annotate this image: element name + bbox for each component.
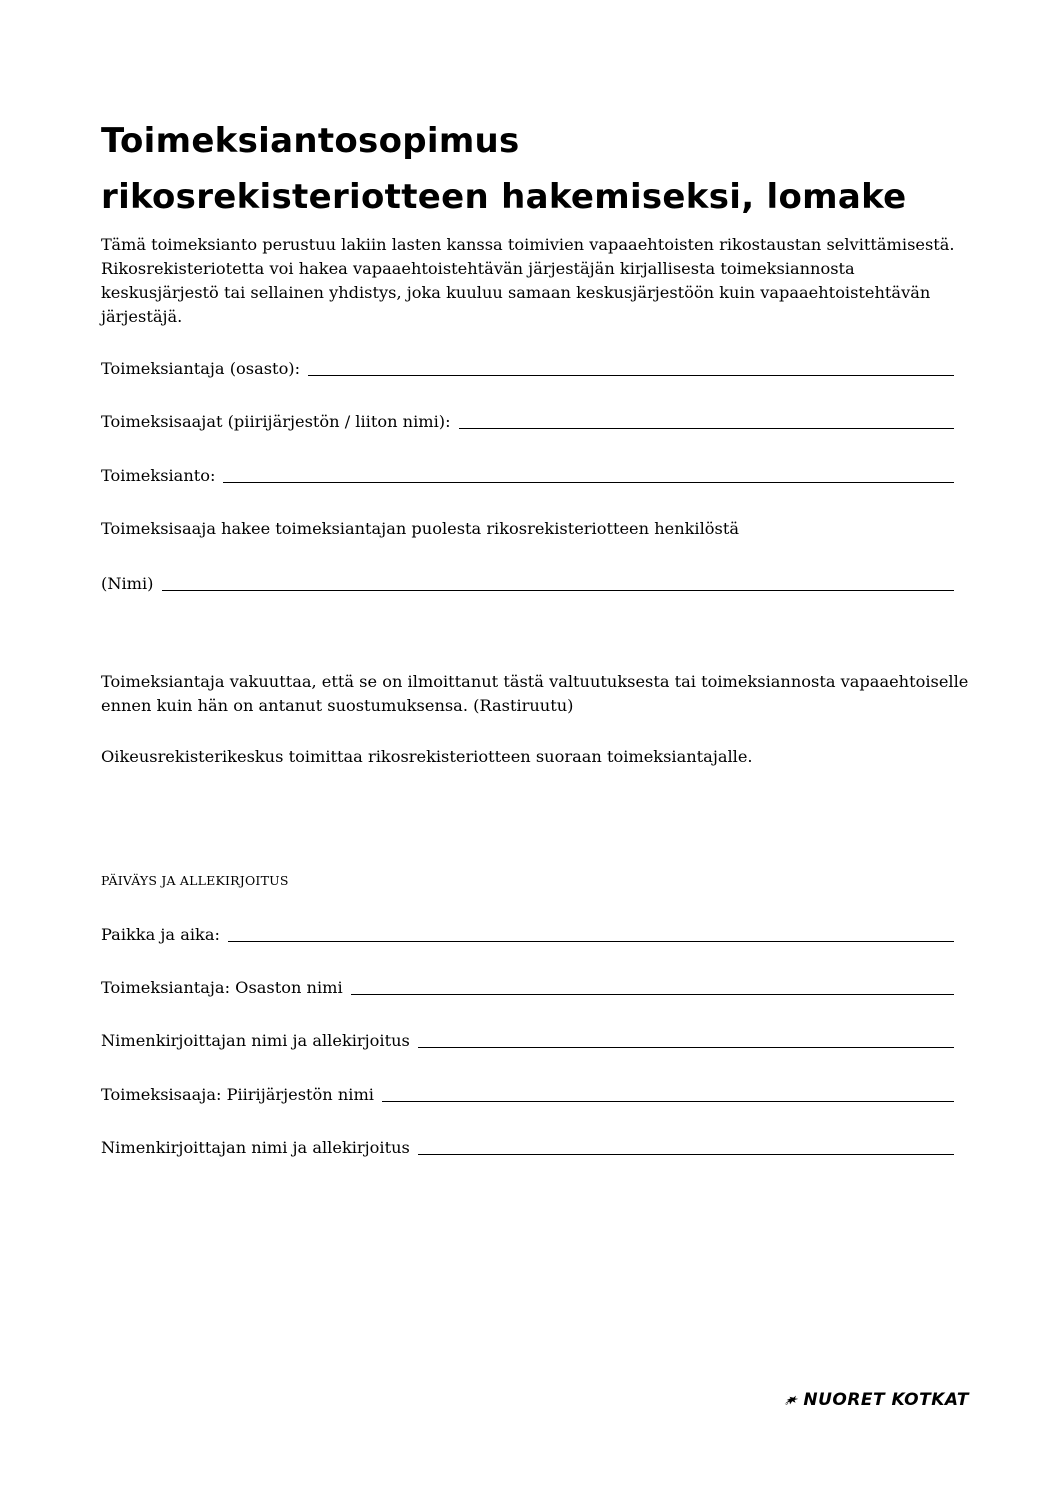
signer2-label: Nimenkirjoittajan nimi ja allekirjoitus (101, 1138, 410, 1157)
assignment-input-line[interactable] (223, 482, 954, 483)
eagle-logo-icon (784, 1380, 799, 1420)
request-text: Toimeksisaaja hakee toimeksiantajan puolesta rikosrekisteriotteen henkilöstä (101, 519, 739, 538)
name-field[interactable] (101, 569, 954, 595)
agent-name-label: Toimeksisaaja: Piirijärjestön nimi (101, 1085, 374, 1104)
signer1-label: Nimenkirjoittajan nimi ja allekirjoitus (101, 1031, 410, 1050)
assurance-text: Toimeksiantaja vakuuttaa, että se on ilmoittanut tästä valtuutuksesta tai toimeksiannosta vapaaehtoiselle ennen kuin hän on antanut suostumuksensa. (Rastiruutu) (101, 672, 969, 715)
title-line-2: rikosrekisteriotteen hakemiseksi, lomake (101, 177, 907, 217)
place-date-field[interactable] (101, 920, 954, 946)
mandator-name-field[interactable] (101, 973, 954, 999)
signer1-field[interactable] (101, 1026, 954, 1052)
name-input-line[interactable] (162, 590, 955, 591)
signer2-input-line[interactable] (418, 1154, 954, 1155)
logo-wordmark: NUORET KOTKAT (803, 1390, 969, 1410)
place-date-label: Paikka ja aika: (101, 925, 220, 944)
agent-input-line[interactable] (459, 428, 954, 429)
delivery-text: Oikeusrekisterikeskus toimittaa rikosrekisteriotteen suoraan toimeksiantajalle. (101, 747, 753, 766)
agent-name-input-line[interactable] (382, 1101, 954, 1102)
signer1-input-line[interactable] (418, 1047, 954, 1048)
assignment-label: Toimeksianto: (101, 466, 216, 485)
nuoret-kotkat-logo (784, 1380, 969, 1420)
signature-section-heading: PÄIVÄYS JA ALLEKIRJOITUS (101, 873, 289, 888)
intro-paragraph: Tämä toimeksianto perustuu lakiin lasten kanssa toimivien vapaaehtoisten rikostaustan selvittämisestä. Rikosrekisteriotetta voi hakea vapaaehtoistehtävän järjestäjän kirjallisesta toimeksiannosta keskusjärjestö tai sellainen yhdistys, joka kuuluu samaan keskusjärjestöön kuin vapaaehtoistehtävän järjestäjä. (101, 235, 955, 326)
signer2-field[interactable] (101, 1133, 954, 1159)
name-label: (Nimi) (101, 574, 154, 593)
assignment-field[interactable] (101, 461, 954, 487)
mandator-input-line[interactable] (308, 375, 954, 376)
agent-label: Toimeksisaajat (piirijärjestön / liiton nimi): (101, 412, 451, 431)
agent-field[interactable] (101, 407, 954, 433)
page-title (101, 113, 981, 225)
agent-name-field[interactable] (101, 1080, 954, 1106)
mandator-field[interactable] (101, 354, 954, 380)
mandator-label: Toimeksiantaja (osasto): (101, 359, 301, 378)
title-line-1: Toimeksiantosopimus (101, 121, 520, 161)
mandator-name-label: Toimeksiantaja: Osaston nimi (101, 978, 343, 997)
mandator-name-input-line[interactable] (351, 994, 954, 995)
place-date-input-line[interactable] (228, 941, 954, 942)
